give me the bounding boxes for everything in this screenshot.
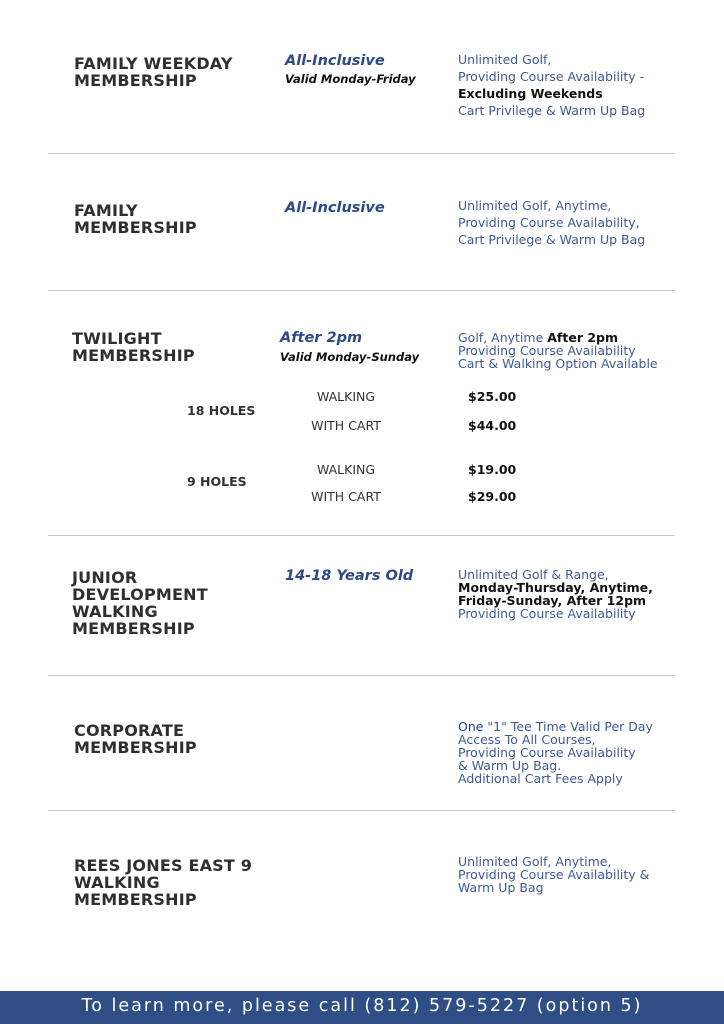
footer-banner: [0, 991, 724, 1024]
membership-name: REES JONES EAST 9 WALKING MEMBERSHIP: [74, 856, 253, 909]
membership-name: JUNIOR DEVELOPMENT WALKING MEMBERSHIP: [72, 568, 208, 638]
pricing-mode: WITH CART: [311, 418, 381, 433]
pricing-value: $44.00: [468, 418, 517, 433]
pricing-value: $25.00: [468, 389, 517, 404]
membership-name: TWILIGHT MEMBERSHIP: [72, 329, 195, 365]
membership-tagline: All-Inclusive: [285, 53, 385, 69]
membership-tagline: 14-18 Years Old: [285, 568, 414, 584]
membership-description: Unlimited Golf, Anytime, Providing Course Availability, Cart Privilege & Warm Up Bag: [458, 198, 646, 247]
membership-description: Golf, Anytime After 2pm Providing Course Availability Cart & Walking Option Available: [458, 330, 658, 371]
membership-name: FAMILY WEEKDAY MEMBERSHIP: [74, 54, 233, 90]
membership-description: Unlimited Golf, Providing Course Availability - Excluding Weekends Cart Privilege & Warm Up Bag: [458, 52, 646, 118]
pricing-row-label: 9 HOLES: [187, 474, 247, 489]
membership-description: One "1" Tee Time Valid Per Day Access To All Courses, Providing Course Availability & Warm Up Bag. Additional Cart Fees Apply: [458, 719, 653, 786]
membership-tagline: After 2pm: [280, 330, 363, 346]
membership-name: FAMILY MEMBERSHIP: [74, 201, 197, 237]
section-divider: [48, 535, 675, 536]
section-divider: [48, 153, 675, 154]
membership-description: Unlimited Golf & Range, Monday-Thursday, Anytime, Friday-Sunday, After 12pm Providing Course Availability: [458, 567, 653, 621]
pricing-value: $19.00: [468, 462, 517, 477]
pricing-mode: WALKING: [316, 462, 376, 477]
membership-subtitle: Valid Monday-Sunday: [280, 350, 420, 364]
membership-description: Unlimited Golf, Anytime, Providing Course Availability & Warm Up Bag: [458, 854, 650, 895]
pricing-value: $29.00: [468, 489, 517, 504]
membership-name: CORPORATE MEMBERSHIP: [74, 721, 197, 757]
pricing-mode: WITH CART: [311, 489, 381, 504]
pricing-row-label: 18 HOLES: [187, 403, 256, 418]
membership-tagline: All-Inclusive: [285, 200, 385, 216]
footer-contact-text: To learn more, please call (812) 579-5227 (option 5): [81, 996, 643, 1016]
membership-subtitle: Valid Monday-Friday: [285, 72, 416, 86]
section-divider: [48, 810, 675, 811]
pricing-mode: WALKING: [316, 389, 376, 404]
section-divider: [48, 675, 675, 676]
section-divider: [48, 290, 675, 291]
